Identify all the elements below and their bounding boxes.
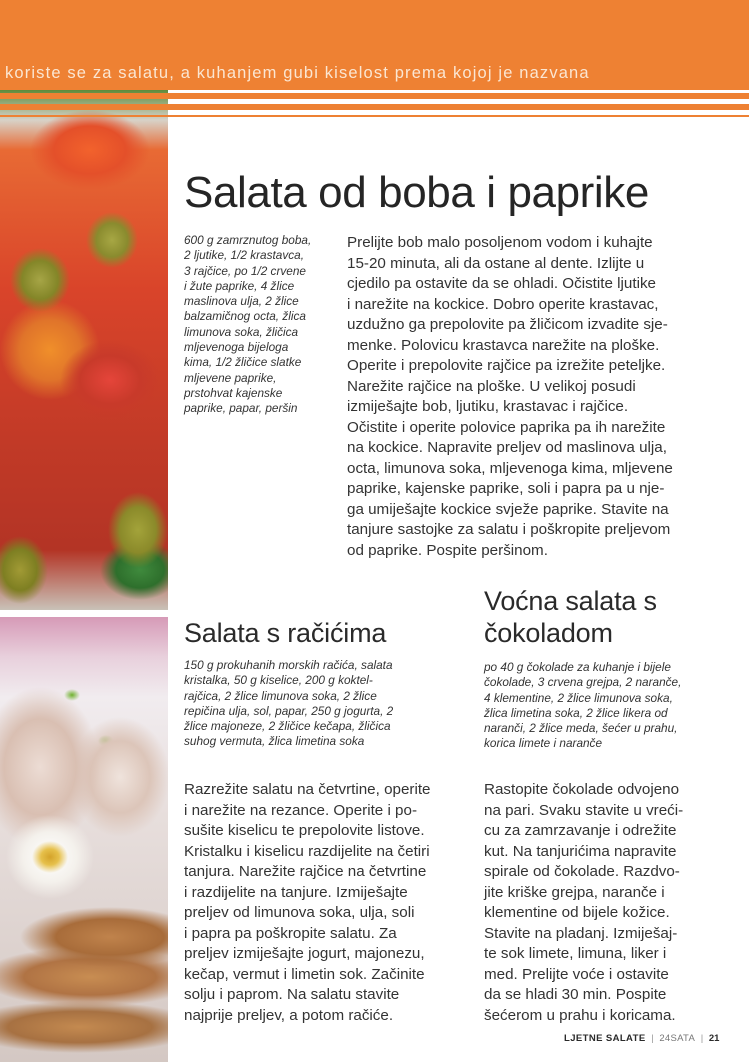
decorative-stripe <box>0 104 168 110</box>
method-fruit-chocolate <box>484 780 724 1026</box>
recipe-title-bean-pepper: Salata od boba i paprike <box>184 168 649 217</box>
method-line: preljev od limunova soka, ulja, soli <box>184 904 415 921</box>
page-number: 21 <box>708 1033 720 1044</box>
ingredient-line: prstohvat kajenske <box>184 385 283 400</box>
chicken-photo <box>0 617 168 1062</box>
method-line: Operite i prepolovite rajčice pa izrežite peteljke. <box>347 357 666 374</box>
ingredients-fruit-chocolate <box>484 660 724 752</box>
footer-section-name: LJETNE SALATE <box>564 1033 646 1044</box>
method-line: Kristalku i kiselicu razdijelite na četiri <box>184 842 430 860</box>
method-line: spirale od čokolade. Razdvo- <box>484 863 680 880</box>
method-line: tanjura. Narežite rajčice na četvrtine <box>184 863 427 880</box>
method-line: i narežite na kockice. Dobro operite krastavac, <box>347 295 659 313</box>
method-line: octa, limunova soka, mljevenoga kima, mljevene <box>347 459 673 477</box>
top-banner <box>0 0 749 90</box>
title-line: Voćna salata s <box>484 586 657 616</box>
title-line: čokoladom <box>484 618 613 648</box>
page-footer <box>564 1033 719 1044</box>
ingredient-line: repičina ulja, sol, papar, 250 g jogurta, 2 <box>184 703 394 718</box>
ingredient-line: paprike, papar, peršin <box>184 401 298 416</box>
banner-caption: koriste se za salatu, a kuhanjem gubi kiselost prema kojoj je nazvana <box>5 64 590 82</box>
decorative-stripe <box>0 115 168 117</box>
ingredient-line: 150 g prokuhanih morskih račića, salata <box>184 658 393 672</box>
ingredient-line: po 40 g čokolade za kuhanje i bijele <box>484 660 671 674</box>
method-line: na pari. Svaku stavite u vreći- <box>484 801 684 819</box>
ingredient-line: korica limete i naranče <box>484 736 603 751</box>
footer-brand: 24SATA <box>659 1033 696 1044</box>
recipe-title-shrimp: Salata s račićima <box>184 618 387 648</box>
method-line: na kockice. Napravite preljev od maslinova ulja, <box>347 439 667 456</box>
method-line: Prelijte bob malo posoljenom vodom i kuhajte <box>347 234 653 251</box>
ingredient-line: balzamičnog octa, žlica <box>184 309 306 324</box>
ingredients-shrimp <box>184 658 414 750</box>
method-line: klementine od bijele kožice. <box>484 904 670 921</box>
ingredient-line: mljevene paprike, <box>184 370 277 385</box>
ingredient-line: čokolade, 3 crvena grejpa, 2 naranče, <box>484 675 682 690</box>
ingredient-line: i žute paprike, 4 žlice <box>184 278 295 293</box>
footer-separator: | <box>700 1033 704 1044</box>
ingredient-line: kristalka, 50 g kiselice, 200 g koktel- <box>184 673 373 688</box>
ingredient-line: 2 ljutike, 1/2 krastavca, <box>184 248 304 263</box>
method-line: Narežite rajčice na ploške. U velikoj posudi <box>347 377 636 395</box>
ingredient-line: 3 rajčice, po 1/2 crvene <box>184 263 306 278</box>
method-line: kečap, vermut i limetin sok. Začinite <box>184 965 425 983</box>
method-line: menke. Polovicu krastavca narežite na ploške. <box>347 336 660 354</box>
method-line: te sok limete, limuna, liker i <box>484 945 667 962</box>
ingredient-line: naranči, 2 žlice meda, šećer u prahu, <box>484 721 678 736</box>
ingredients-bean-pepper <box>184 233 332 417</box>
method-line: cu za zamrzavanje i odrežite <box>484 822 677 839</box>
method-line: paprike, kajenske paprike, soli i papra pa u nje- <box>347 480 665 497</box>
method-line: najprije preljev, a potom račiće. <box>184 1006 394 1024</box>
method-line: Rastopite čokolade odvojeno <box>484 781 680 798</box>
salad-photo <box>0 90 168 610</box>
method-line: ga umiješajte kockice svježe paprike. Stavite na <box>347 500 669 518</box>
method-line: i razdijelite na tanjure. Izmiješajte <box>184 883 408 901</box>
ingredient-line: 4 klementine, 2 žlice limunova soka, <box>484 690 673 705</box>
method-line: solju i paprom. Na salatu stavite <box>184 986 400 1003</box>
method-line: i narežite na rezance. Operite i po- <box>184 801 417 819</box>
method-line: tanjure sastojke za salatu i poškropite preljevom <box>347 521 671 538</box>
method-line: kut. Na tanjurićima napravite <box>484 842 677 860</box>
ingredient-line: rajčica, 2 žlice limunova soka, 2 žlice <box>184 688 377 703</box>
method-shrimp <box>184 780 458 1026</box>
method-line: cjedilo pa ostavite da se ohladi. Očistite ljutike <box>347 275 656 292</box>
method-line: med. Prelijte voće i ostavite <box>484 965 669 983</box>
method-line: Očistite i operite polovice paprika pa ih narežite <box>347 418 666 436</box>
method-line: Stavite na pladanj. Izmiješaj- <box>484 924 678 942</box>
method-line: i papra pa poškropite salatu. Za <box>184 924 397 942</box>
method-line: jite kriške grejpa, naranče i <box>484 883 665 901</box>
decorative-stripe <box>0 93 168 99</box>
ingredient-line: suhog vermuta, žlica limetina soka <box>184 734 365 749</box>
ingredient-line: žlice majoneze, 2 žličice kečapa, žličica <box>184 719 391 734</box>
footer-separator: | <box>651 1033 654 1044</box>
ingredient-line: kima, 1/2 žličice slatke <box>184 355 302 370</box>
method-line: od paprike. Pospite peršinom. <box>347 541 548 559</box>
method-line: uzdužno ga prepolovite pa žličicom izvadite sje- <box>347 316 668 333</box>
ingredient-line: žlica limetina soka, 2 žlice likera od <box>484 705 668 720</box>
ingredient-line: limunova soka, žličica <box>184 324 299 339</box>
method-line: izmiješajte bob, ljutiku, krastavac i rajčice. <box>347 398 629 415</box>
method-line: sušite kiselicu te prepolovite listove. <box>184 822 425 839</box>
recipe-title-fruit-chocolate <box>484 585 724 649</box>
ingredient-line: 600 g zamrznutog boba, <box>184 233 312 247</box>
method-line: 15-20 minuta, ali da ostane al dente. Izlijte u <box>347 254 645 272</box>
method-bean-pepper <box>347 233 699 561</box>
method-line: šećerom u prahu i koricama. <box>484 1006 676 1024</box>
method-line: Razrežite salatu na četvrtine, operite <box>184 781 431 798</box>
ingredient-line: maslinova ulja, 2 žlice <box>184 294 299 309</box>
method-line: preljev izmiješajte jogurt, majonezu, <box>184 945 425 962</box>
method-line: da se hladi 30 min. Pospite <box>484 986 667 1003</box>
ingredient-line: mljevenoga bijeloga <box>184 340 289 355</box>
